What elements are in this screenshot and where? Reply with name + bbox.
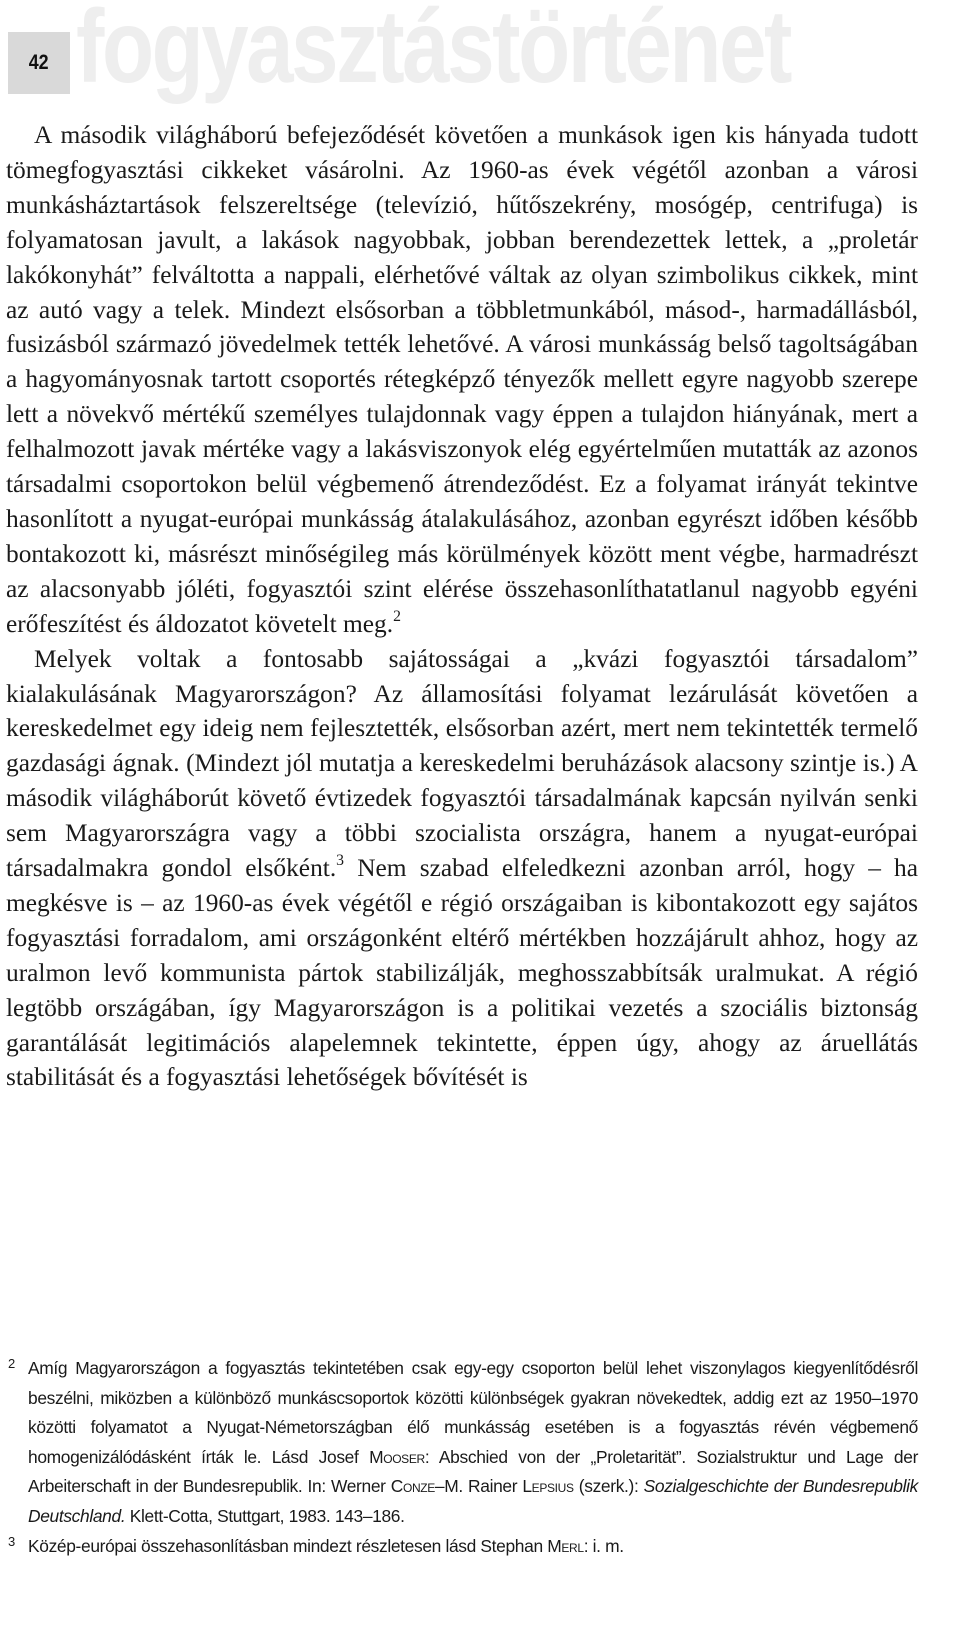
page-number-box xyxy=(8,32,70,94)
footnote-3-text-b: : i. m. xyxy=(583,1535,624,1556)
footnote-3 xyxy=(8,1532,918,1562)
footnote-2-author-lepsius: Lepsius xyxy=(522,1476,574,1497)
footnote-3-text-a: Közép-európai összehasonlításban mindezt részletesen lásd Stephan xyxy=(28,1535,548,1556)
footnote-2-text-a: Amíg Magyarországon a fogyasztás tekintetében csak egy-egy csoporton belül lehet viszonylagos kiegyenlítődésről beszélni, miközben a különböző munkáscsoportok közötti különbségek gyakran növekedtek, addig ezt az 1950–1970 közötti folyamatot a Nyugat-Németországban élő munkásság esetében is a fogyasztás révén végbemenő homogenizálódásként írták le. Lásd Josef xyxy=(28,1358,918,1467)
footnote-2-book-title: Sozialgeschichte der Bundesrepublik Deutschland. xyxy=(28,1476,918,1526)
footnote-2-text-b: : Abschied von der „Proletarität”. Sozialstruktur und Lage der Arbeiterschaft in der Bundesrepublik. In: Werner xyxy=(28,1446,919,1497)
footnote-2-number: 2 xyxy=(8,1356,15,1371)
paragraph-2-text-b: Nem szabad elfeledkezni azonban arról, hogy – ha megkésve is – az 1960-as évek végétől e régió országaiban is kibontakozott egy sajátos fogyasztási forradalom, ami országonként eltérő mértékben hozzájárult ahhoz, hogy az uralmon levő kommunista pártok stabilizálják, meghosszabbítsák uralmukat. A régió legtöbb országában, így Magyarországon is a politikai vezetés a szociális biztonság garantálását legitimációs alapelemnek tekintette, éppen úgy, ahogy az áruellátás stabilitását és a fogyasztási lehetőségek bővítését is xyxy=(6,854,918,1092)
footnote-2-text-d: (szerk.): xyxy=(573,1476,644,1497)
footnote-2 xyxy=(8,1354,918,1532)
footnote-2-text-e: Klett-Cotta, Stuttgart, 1983. 143–186. xyxy=(125,1505,405,1526)
footnote-ref-3: 3 xyxy=(336,852,345,869)
footnote-2-author-conze: Conze xyxy=(390,1476,435,1497)
body-text xyxy=(6,118,918,1095)
footnote-3-author-merl: Merl xyxy=(547,1535,584,1556)
footnote-2-author-mooser: Mooser xyxy=(369,1446,425,1467)
footnote-2-text-c: –M. Rainer xyxy=(434,1476,523,1497)
paragraph-2-text-a: Melyek voltak a fontosabb sajátosságai a „kvázi fogyasztói társadalom” kialakulásának Magyarországon? Az államosítási folyamat lezárulását követően a kereskedelmet egy ideig nem fejlesztették, elsősorban azért, mert nem tekintették termelő gazdasági ágnak. (Mindezt jól mutatja a kereskedelmi beruházások alacsony szintje is.) A második világháborút követő évtizedek fogyasztói társadalmának kapcsán nyilván senki sem Magyarországra vagy a többi szocialista országra, hanem a nyugat-európai társadalmakra gondol elsőként. xyxy=(6,644,918,883)
footnote-3-number: 3 xyxy=(8,1533,15,1549)
paragraph-2 xyxy=(6,642,918,1096)
paragraph-1 xyxy=(6,118,918,642)
footnotes xyxy=(8,1354,918,1561)
running-title: fogyasztástörténet xyxy=(76,0,790,105)
page-number: 42 xyxy=(29,51,49,74)
footnote-ref-2: 2 xyxy=(393,607,401,625)
paragraph-1-text: A második világháború befejeződését követően a munkások igen kis hányada tudott tömegfogyasztási cikkeket vásárolni. Az 1960-as évek végétől azonban a városi munkásháztartások felszereltsége (televízió, hűtőszekrény, mosógép, centrifuga) is folyamatosan javult, a lakások nagyobbak, jobban berendezettek lettek, a „proletár lakókonyhát” felváltotta a nappali, elérhetővé váltak az olyan szimbolikus cikkek, mint az autó vagy a telek. Mindezt elsősorban a többletmunkából, másod-, harmadállásból, fusizásból származó jövedelmek tették lehetővé. A városi munkásság belső tagoltságában a hagyományosnak tartott csoportés rétegképző tényezők mellett egyre nagyobb szerepe lett a növekvő mértékű személyes tulajdonnak vagy éppen a tulajdon hiányának, mert a felhalmozott javak mértéke vagy a lakásviszonyok elég egyértelműen mutatták az azonos társadalmi csoportokon belül végbemenő átrendeződést. Ez a folyamat irányát tekintve hasonlított a nyugat-európai munkásság átalakulásához, azonban egyrészt időben később bontakozott ki, másrészt minőségileg más körülmények között ment végbe, harmadrészt az alacsonyabb jóléti, fogyasztói szint elérése összehasonlíthatatlanul nagyobb egyéni erőfeszítést és áldozatot követelt meg. xyxy=(6,121,918,638)
